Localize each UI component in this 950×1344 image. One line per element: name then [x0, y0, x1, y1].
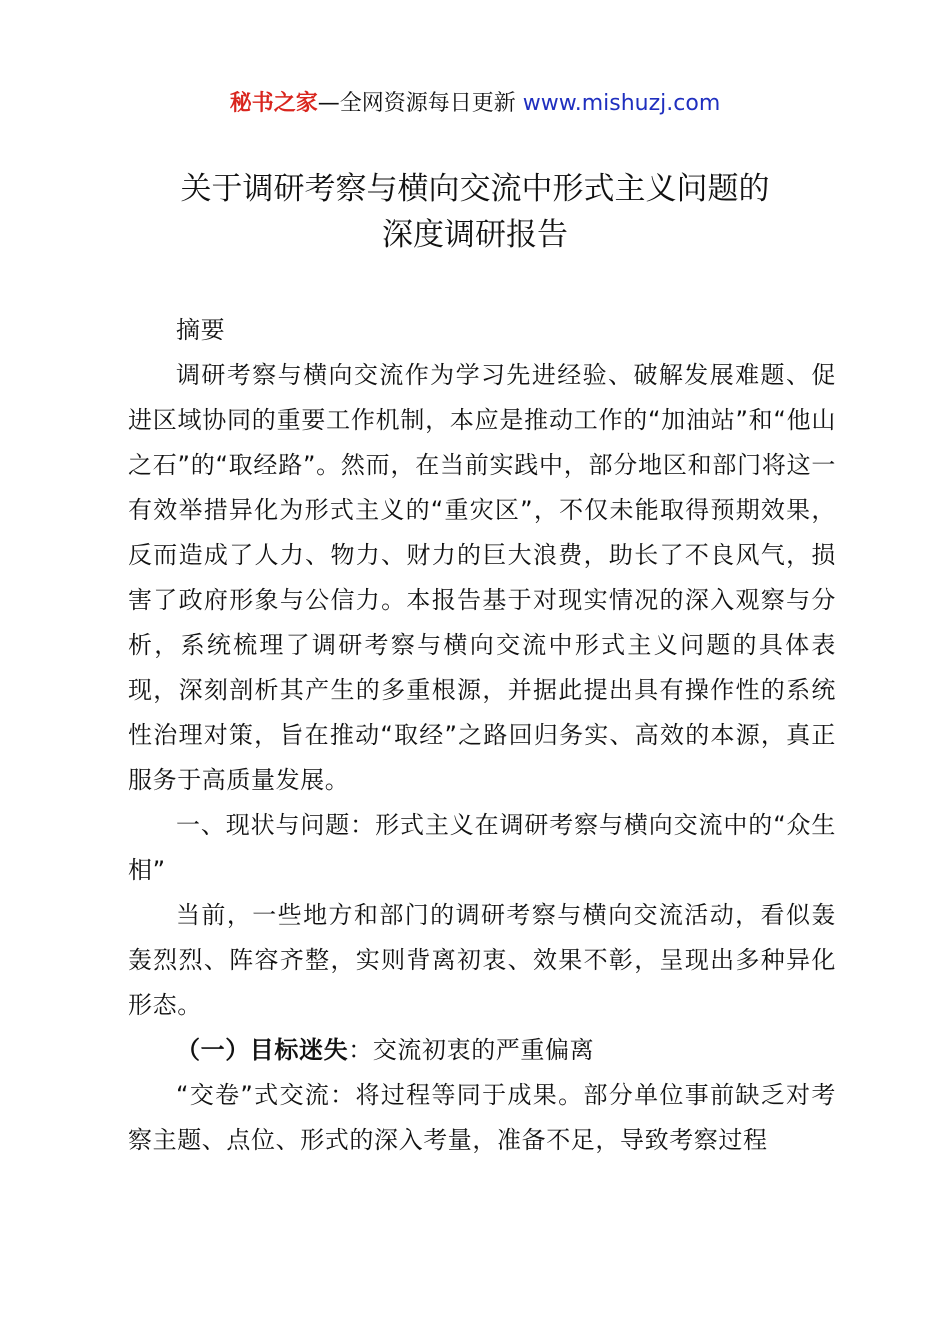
sub-heading-text: ：交流初衷的严重偏离 [348, 1036, 595, 1064]
sub-heading [128, 1028, 836, 1073]
brand-name: 秘书之家 [229, 91, 318, 116]
section-heading: 一、现状与问题：形式主义在调研考察与横向交流中的“众生相” [128, 811, 836, 884]
title-line-2: 深度调研报告 [382, 217, 568, 253]
abstract-label: 摘要 [176, 316, 226, 344]
abstract-text: 调研考察与横向交流作为学习先进经验、破解发展难题、促进区域协同的重要工作机制，本应是推动工作的“加油站”和“他山之石”的“取经路”。然而，在当前实践中，部分地区和部门将这一有效举措异化为形式主义的“重灾区”，不仅未能取得预期效果，反而造成了人力、物力、财力的巨大浪费，助长了不良风气，损害了政府形象与公信力。本报告基于对现实情况的深入观察与分析，系统梳理了调研考察与横向交流中形式主义问题的具体表现，深刻剖析其产生的多重根源，并据此提出具有操作性的系统性治理对策，旨在推动“取经”之路回归务实、高效的本源，真正服务于高质量发展。 [128, 361, 836, 794]
body-paragraph: “交卷”式交流：将过程等同于成果。部分单位事前缺乏对考察主题、点位、形式的深入考量，准备不足，导致考察过程 [128, 1081, 836, 1154]
title-line-1: 关于调研考察与横向交流中形式主义问题的 [180, 171, 770, 207]
site-header [0, 88, 950, 120]
sub-heading-label: （一）目标迷失 [176, 1036, 349, 1064]
header-tagline: —全网资源每日更新 [317, 91, 523, 116]
section-intro: 当前，一些地方和部门的调研考察与横向交流活动，看似轰轰烈烈、阵容齐整，实则背离初衷、效果不彰，呈现出多种异化形态。 [128, 901, 836, 1019]
header-url[interactable]: www.mishuzj.com [522, 91, 721, 116]
document-body [128, 308, 836, 1163]
document-title [60, 166, 890, 258]
